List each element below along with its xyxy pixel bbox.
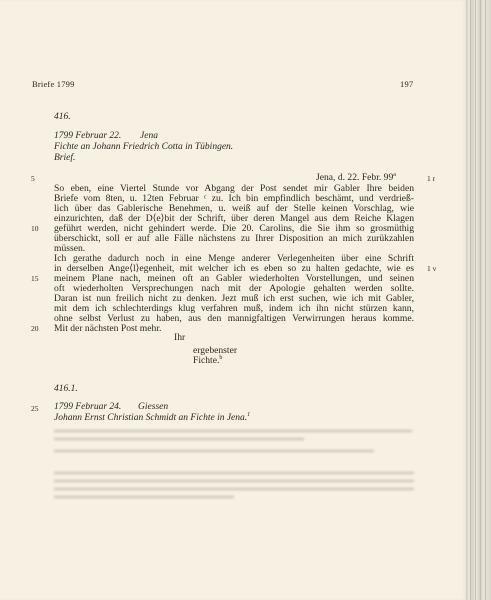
signature-text: Fichte. xyxy=(193,355,220,366)
closing-line: Ihr xyxy=(174,332,186,343)
letter-number: 416.1. xyxy=(54,384,78,394)
dateline-text: Jena, d. 22. Febr. 99 xyxy=(316,172,394,183)
blurred-text-line xyxy=(54,496,234,498)
text-line: lich über das Gablerische Benehmen, u. weiß auf der Stelle keinen Vorschlag, wie xyxy=(54,203,414,214)
text-line: ohne selbst Verlust zu haben, aus den mannigfaltigen Verwirrungen heraus komme. xyxy=(54,313,414,324)
text-line: müssen. xyxy=(54,243,86,254)
page-number: 197 xyxy=(400,79,414,89)
letter-kind: Brief. xyxy=(54,153,76,163)
blurred-text-line xyxy=(54,488,414,490)
running-title: Briefe 1799 xyxy=(32,79,75,89)
line-number: 25 xyxy=(31,404,39,413)
text-line: oft wiederholten Versprechungen nach mit der Apologie gehalten werden sollte. xyxy=(54,283,414,294)
line-number: 5 xyxy=(31,174,35,183)
letter-place: Giessen xyxy=(138,402,169,412)
text-line: Daran ist nun freilich nicht zu denken. Jezt muß ich erst suchen, wie ich mit Gabler, xyxy=(54,293,414,304)
line-number: 15 xyxy=(31,274,39,283)
text-line: Mit der nächsten Post mehr. xyxy=(54,323,162,334)
text-line: So eben, eine Viertel Stunde vor Abgang der Post sendet mir Gabler Ihre beiden xyxy=(54,183,414,194)
margin-ref: 1 v xyxy=(427,264,437,273)
letter-date xyxy=(54,402,168,412)
blurred-text-line xyxy=(54,430,412,432)
signature xyxy=(193,355,222,366)
letter-date xyxy=(54,131,158,141)
closing-line: ergebenster xyxy=(193,345,238,356)
blurred-text-line xyxy=(54,480,414,482)
text-line: einzurichten, daß der D⟨e⟩bit der Schrift, über deren Mangel aus dem Reiche Klagen xyxy=(54,213,414,224)
text-line: meinem Plane nach, meinen oft an Gabler wiederholten Vorstellungen, und seinen xyxy=(54,273,414,284)
line-number: 20 xyxy=(31,324,39,333)
text-line: Briefe vom 8ten, u. 12ten Februar ᶜ zu. Ich bin empfindlich beschämt, und verdrieß- xyxy=(54,193,414,204)
text-line: in derselben Ange⟨l⟩egenheit, mit welcher ich es eben so zu halten gedachte, wie es xyxy=(54,263,414,274)
text-line: mit dem ich schlechterdings klug verfahren muß, indem ich ihn nicht stürzen kann, xyxy=(54,303,414,314)
letter-addressee xyxy=(54,413,250,423)
letter-number: 416. xyxy=(54,112,71,122)
letter-date-text: 1799 Februar 22. xyxy=(54,131,122,141)
text-line: überschickt, soll er auf alle Fälle nächstens zu Ihrer Disposition an mich zurükzahlen xyxy=(54,233,414,244)
text-line: geführt werden, nicht gehindert werde. Die 20. Carolins, die Sie ihm so grosmüthig xyxy=(54,223,414,234)
book-page-edges xyxy=(466,0,491,600)
letter-addressee: Fichte an Johann Friedrich Cotta in Tübingen. xyxy=(54,142,234,152)
addressee-note: 1 xyxy=(247,411,251,418)
blurred-text-line xyxy=(54,438,304,440)
blurred-text-line xyxy=(54,450,374,452)
dateline-note: a xyxy=(393,171,396,178)
blurred-text-line xyxy=(54,472,414,474)
letter-date-text: 1799 Februar 24. xyxy=(54,402,122,412)
margin-ref: 1 r xyxy=(427,174,436,183)
letter-addressee-text: Johann Ernst Christian Schmidt an Fichte in Jena. xyxy=(54,413,248,423)
line-number: 10 xyxy=(31,224,39,233)
signature-note: b xyxy=(219,354,223,361)
letter-place: Jena xyxy=(140,131,158,141)
dateline xyxy=(316,172,396,183)
text-line: Ich gerathe dadurch noch in eine Menge anderer Verlegenheiten über eine Schrift xyxy=(54,253,414,264)
